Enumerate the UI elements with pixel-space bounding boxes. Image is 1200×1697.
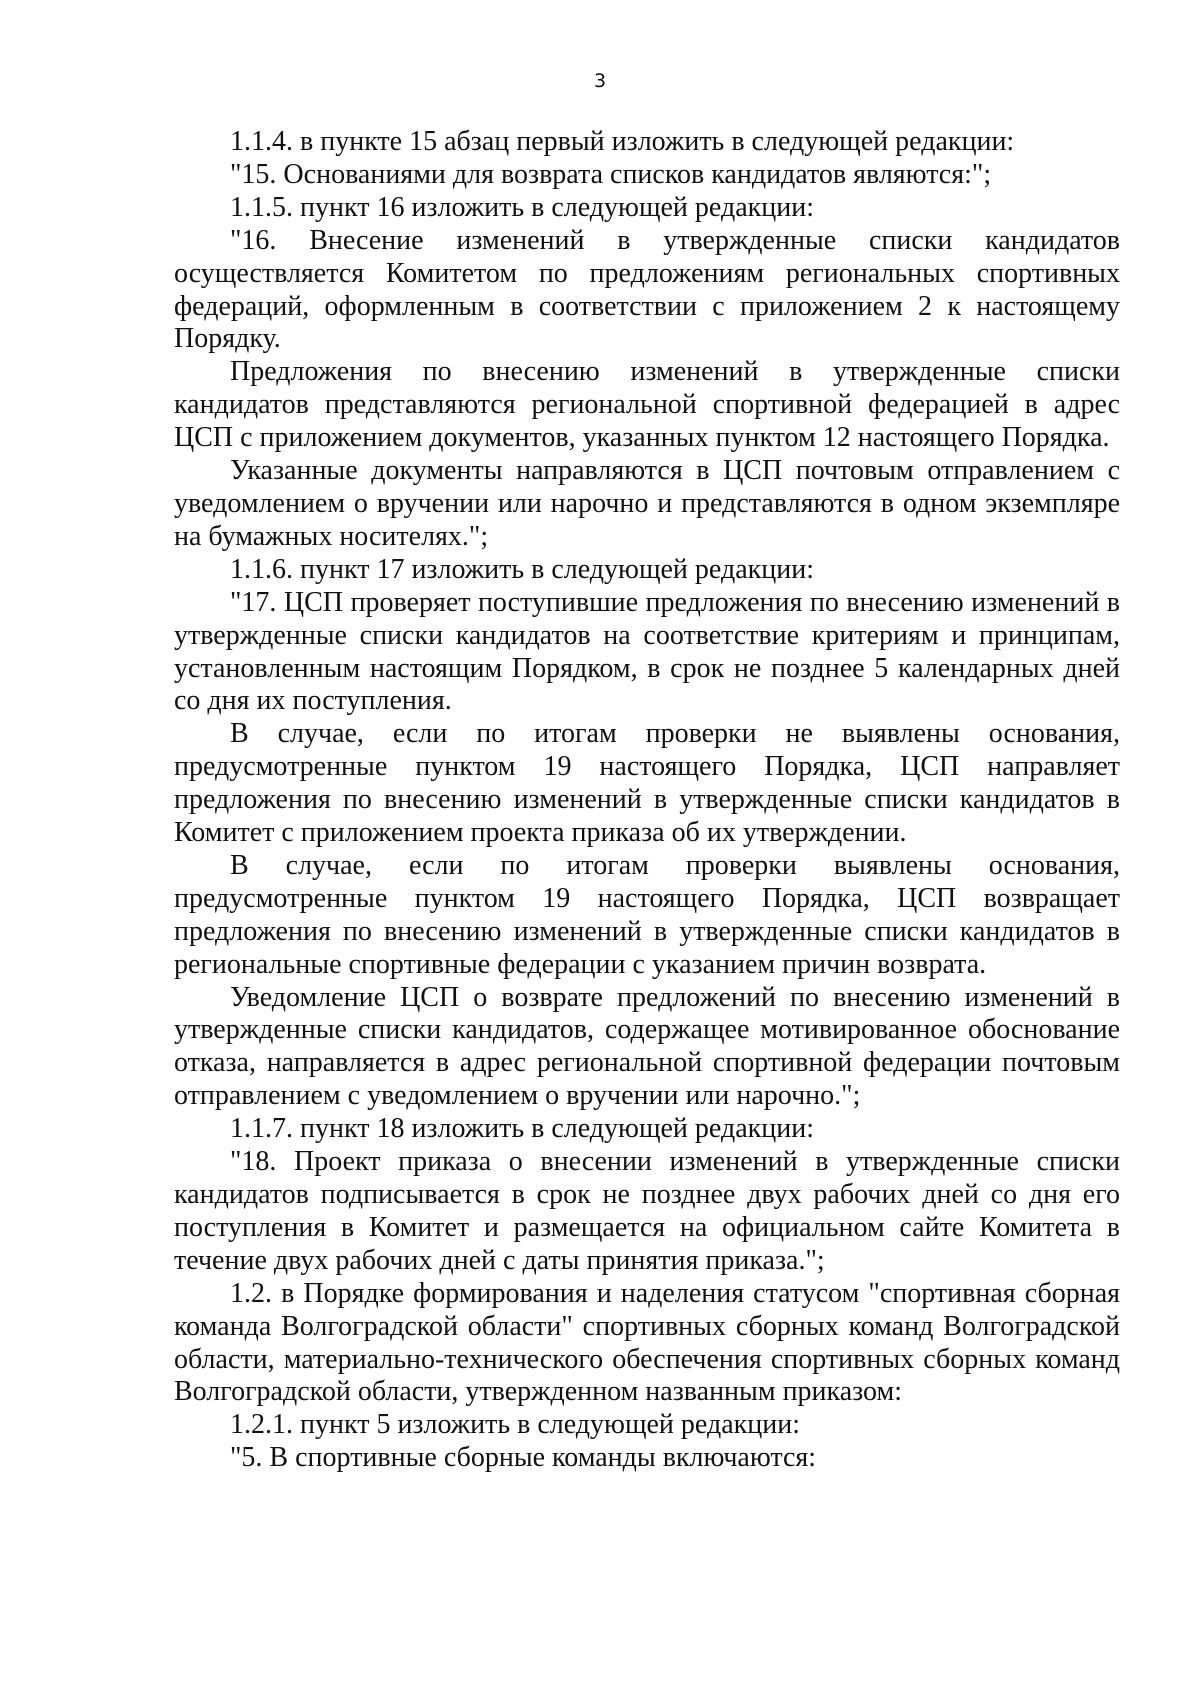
paragraph: "18. Проект приказа о внесении изменений в утвержденные списки кандидатов подписывается в срок не позднее двух рабочих дней со дня его поступления в Комитет и размещается на официальном сайте Комитета в течение двух рабочих дней с даты принятия приказа."; <box>174 1146 1120 1276</box>
paragraph: 1.1.4. в пункте 15 абзац первый изложить в следующей редакции: <box>230 126 1015 157</box>
paragraph: Уведомление ЦСП о возврате предложений по внесению изменений в утвержденные списки кандидатов, содержащее мотивированное обоснование отказа, направляется в адрес региональной спортивной федерации почтовым отправлением с уведомлением о вручении или нарочно."; <box>174 981 1120 1112</box>
paragraph: 1.2.1. пункт 5 изложить в следующей редакции: <box>230 1409 800 1441</box>
paragraph: Указанные документы направляются в ЦСП почтовым отправлением с уведомлением о вручении или нарочно и представляются в одном экземпляре на бумажных носителях."; <box>174 455 1120 552</box>
paragraph: 1.1.7. пункт 18 изложить в следующей редакции: <box>230 1113 814 1145</box>
paragraph: В случае, если по итогам проверки выявлены основания, предусмотренные пунктом 19 настоящего Порядка, ЦСП возвращает предложения по внесению изменений в утвержденные списки кандидатов в региональные спортивные федерации с указанием причин возврата. <box>174 849 1120 980</box>
paragraph: 1.1.6. пункт 17 изложить в следующей редакции: <box>230 553 814 585</box>
page-number: 3 <box>593 70 607 92</box>
paragraph: "17. ЦСП проверяет поступившие предложения по внесению изменений в утвержденные списки кандидатов на соответствие критериям и принципам, установленным настоящим Порядком, в срок не позднее 5 календарных дней со дня их поступления. <box>174 586 1120 717</box>
paragraph: Предложения по внесению изменений в утвержденные списки кандидатов представляются региональной спортивной федерацией в адрес ЦСП с приложением документов, указанных пунктом 12 настоящего Порядка. <box>174 356 1120 454</box>
paragraph: В случае, если по итогам проверки не выявлены основания, предусмотренные пунктом 19 настоящего Порядка, ЦСП направляет предложения по внесению изменений в утвержденные списки кандидатов в Комитет с приложением проекта приказа об их утверждении. <box>174 718 1120 849</box>
paragraph: "5. В спортивные сборные команды включаются: <box>230 1442 817 1474</box>
paragraph: 1.2. в Порядке формирования и наделения статусом "спортивная сборная команда Волгоградской области" спортивных сборных команд Волгоградской области, материально-технического обеспечения спортивных сборных команд Волгоградской области, утвержденном названным приказом: <box>174 1277 1120 1408</box>
paragraph: 1.1.5. пункт 16 изложить в следующей редакции: <box>230 191 814 223</box>
paragraph: "15. Основаниями для возврата списков кандидатов являются:"; <box>230 158 992 190</box>
document-body <box>174 126 1120 1475</box>
paragraph: "16. Внесение изменений в утвержденные списки кандидатов осуществляется Комитетом по предложениям региональных спортивных федераций, оформленным в соответствии с приложением 2 к настоящему Порядку. <box>174 224 1120 355</box>
